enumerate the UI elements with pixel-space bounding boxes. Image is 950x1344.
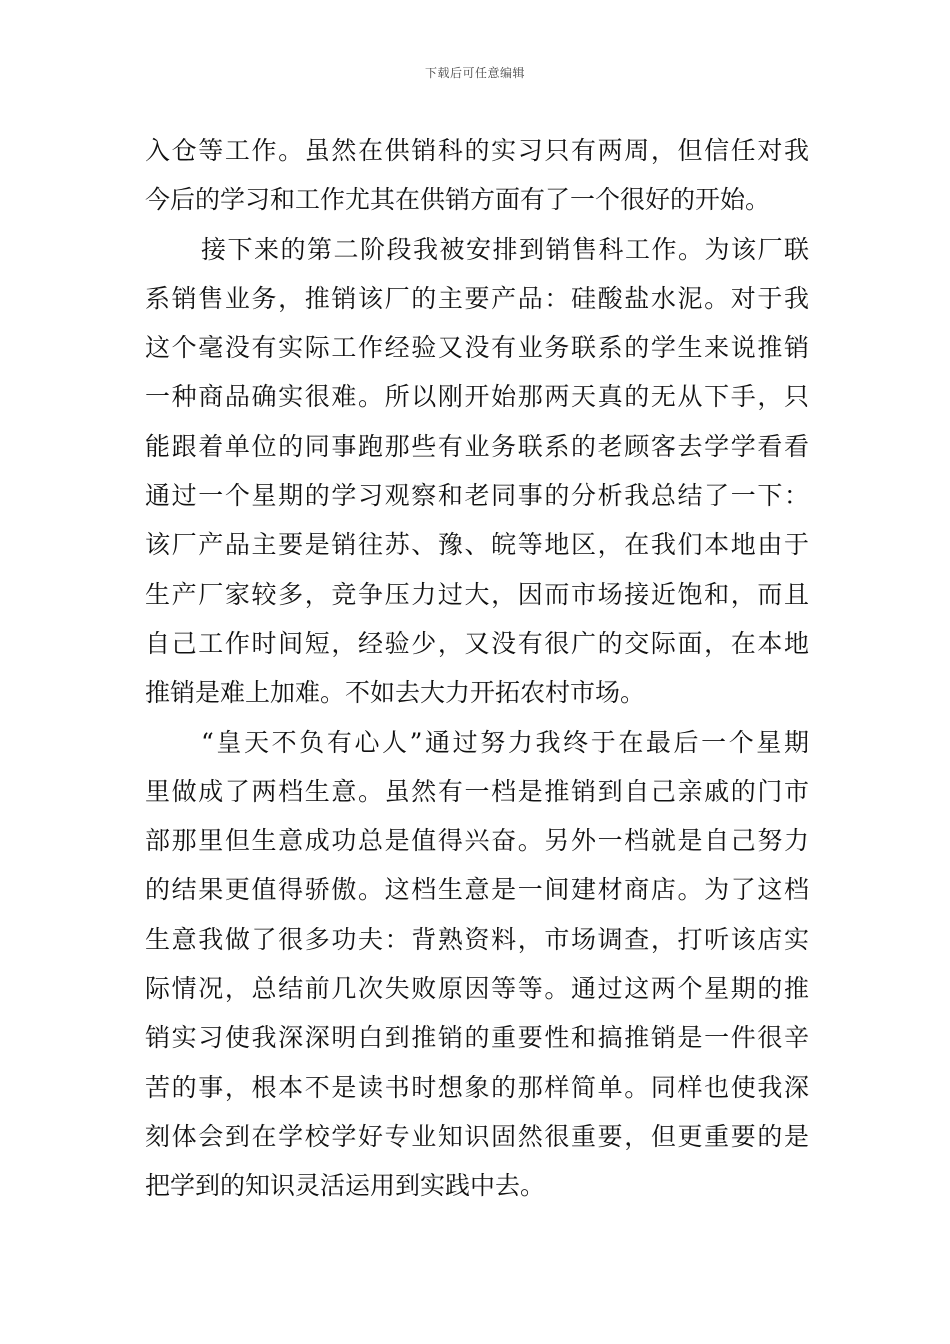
document-body (145, 126, 809, 1211)
text-line: 该厂产品主要是销往苏、豫、皖等地区，在我们本地由于 (145, 530, 809, 560)
text-line: 生意我做了很多功夫：背熟资料，市场调查，打听该店实 (145, 924, 809, 954)
text-line: 推销是难上加难。不如去大力开拓农村市场。 (145, 678, 646, 708)
text-line: 际情况，总结前几次失败原因等等。通过这两个星期的推 (145, 974, 809, 1004)
text-line: 这个毫没有实际工作经验又没有业务联系的学生来说推销 (145, 333, 809, 363)
text-line: 销实习使我深深明白到推销的重要性和搞推销是一件很辛 (145, 1023, 809, 1053)
text-line: 把学到的知识灵活运用到实践中去。 (145, 1171, 546, 1201)
text-line: 系销售业务，推销该厂的主要产品：硅酸盐水泥。对于我 (145, 283, 809, 313)
text-line: 苦的事，根本不是读书时想象的那样简单。同样也使我深 (145, 1072, 809, 1102)
page-header: 下载后可任意编辑 (424, 66, 525, 80)
text-line: 里做成了两档生意。虽然有一档是推销到自己亲戚的门市 (145, 776, 809, 806)
paragraph-2 (145, 225, 809, 718)
paragraph-1 (145, 126, 809, 225)
text-line: 通过一个星期的学习观察和老同事的分析我总结了一下： (145, 481, 809, 511)
text-line: 能跟着单位的同事跑那些有业务联系的老顾客去学学看看 (145, 431, 809, 461)
paragraph-3 (145, 718, 809, 1211)
text-line: 生产厂家较多，竞争压力过大，因而市场接近饱和，而且 (145, 579, 809, 609)
text-line: 自己工作时间短，经验少，又没有很广的交际面，在本地 (145, 628, 809, 658)
text-line: 接下来的第二阶段我被安排到销售科工作。为该厂联 (201, 234, 809, 264)
text-line: 今后的学习和工作尤其在供销方面有了一个很好的开始。 (145, 185, 771, 215)
text-line: 一种商品确实很难。所以刚开始那两天真的无从下手，只 (145, 382, 809, 412)
text-line: 部那里但生意成功总是值得兴奋。另外一档就是自己努力 (145, 826, 809, 856)
text-line: “皇天不负有心人”通过努力我终于在最后一个星期 (201, 727, 809, 757)
text-line: 的结果更值得骄傲。这档生意是一间建材商店。为了这档 (145, 875, 809, 905)
text-line: 入仓等工作。虽然在供销科的实习只有两周，但信任对我 (145, 136, 809, 165)
text-line: 刻体会到在学校学好专业知识固然很重要，但更重要的是 (145, 1121, 809, 1151)
